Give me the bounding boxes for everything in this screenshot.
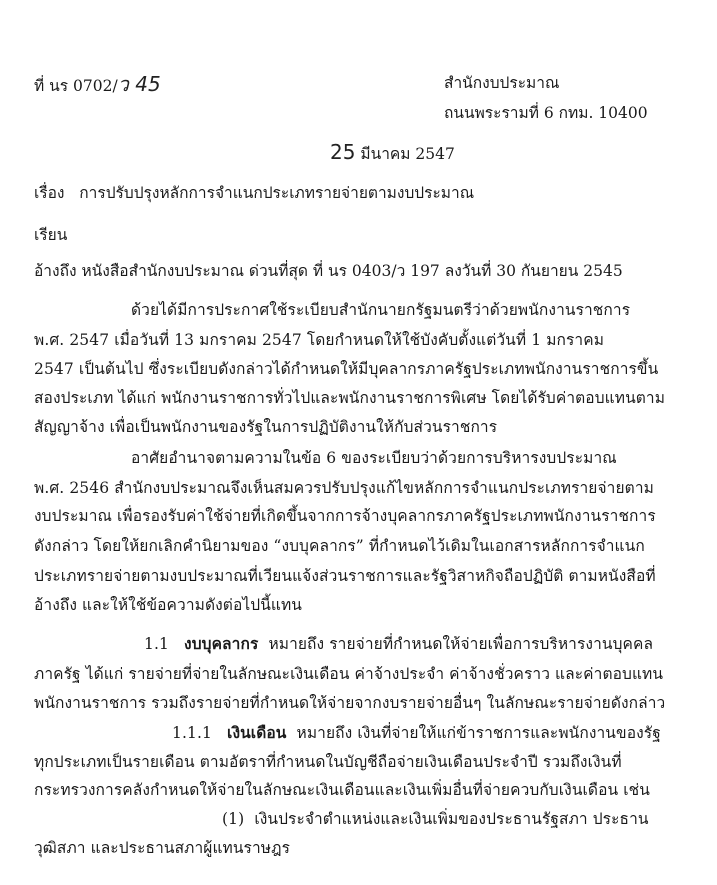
paragraph-line: งบประมาณ เพื่อรองรับค่าใช้จ่ายที่เกิดขึ้นจากการจ้างบุคลากรภาครัฐประเภทพนักงานราชการ — [34, 507, 656, 525]
salutation: เรียน — [34, 226, 68, 244]
subject-label: เรื่อง — [34, 184, 65, 202]
item-first-line — [222, 806, 684, 831]
section-number: 1.1 — [144, 635, 169, 653]
paragraph-line: พนักงานราชการ รวมถึงรายจ่ายที่กำหนดให้จ่ายจากงบรายจ่ายอื่นๆ ในลักษณะรายจ่ายดังกล่าว — [34, 694, 666, 712]
paragraph-line: อ้างถึง และให้ใช้ข้อความดังต่อไปนี้แทน — [34, 596, 302, 614]
section-term: งบบุคลากร — [184, 634, 259, 653]
subject-text: การปรับปรุงหลักการจำแนกประเภทรายจ่ายตามงบประมาณ — [79, 184, 475, 202]
reference-prefix: ที่ นร 0702/ — [34, 77, 118, 95]
reference-line: อ้างถึง หนังสือสำนักงบประมาณ ด่วนที่สุด ที่ นร 0403/ว 197 ลงวันที่ 30 กันยายน 2545 — [34, 262, 623, 280]
document-reference-number — [34, 68, 161, 100]
paragraph-line: ประเภทรายจ่ายตามงบประมาณที่เวียนแจ้งส่วนราชการและรัฐวิสาหกิจถือปฏิบัติ ตามหนังสือที่ — [34, 567, 656, 585]
paragraph-line: ทุกประเภทเป็นรายเดือน ตามอัตราที่กำหนดในบัญชีถือจ่ายเงินเดือนประจำปี รวมถึงเงินที่ — [34, 753, 622, 771]
section-definition: หมายถึง รายจ่ายที่กำหนดให้จ่ายเพื่อการบริหารงานบุคคล — [268, 635, 654, 653]
item-number: (1) — [222, 810, 245, 828]
paragraph-line: สองประเภท ได้แก่ พนักงานราชการทั่วไปและพนักงานราชการพิเศษ โดยได้รับค่าตอบแทนตาม — [34, 389, 666, 407]
office-address: ถนนพระรามที่ 6 กทม. 10400 — [444, 104, 648, 122]
paragraph-line: สัญญาจ้าง เพื่อเป็นพนักงานของรัฐในการปฏิบัติงานให้กับส่วนราชการ — [34, 418, 498, 436]
subject-line — [34, 180, 474, 205]
document-date — [330, 140, 455, 166]
date-month-year: มีนาคม 2547 — [360, 145, 455, 163]
section-term: เงินเดือน — [227, 723, 287, 742]
paragraph-line: อาศัยอำนาจตามความในข้อ 6 ของระเบียบว่าด้วยการบริหารงบประมาณ — [131, 449, 617, 467]
paragraph-line: พ.ศ. 2546 สำนักงบประมาณจึงเห็นสมควรปรับปรุงแก้ไขหลักการจำแนกประเภทรายจ่ายตาม — [34, 479, 654, 497]
office-name: สำนักงบประมาณ — [444, 74, 560, 92]
section-definition: หมายถึง เงินที่จ่ายให้แก่ข้าราชการและพนักงานของรัฐ — [296, 724, 661, 742]
handwritten-reference-number: ว 45 — [117, 72, 161, 96]
paragraph-line: วุฒิสภา และประธานสภาผู้แทนราษฎร — [34, 839, 291, 857]
item-text: เงินประจำตำแหน่งและเงินเพิ่มของประธานรัฐสภา ประธาน — [254, 810, 649, 828]
paragraph-line: 2547 เป็นต้นไป ซึ่งระเบียบดังกล่าวได้กำหนดให้มีบุคลากรภาครัฐประเภทพนักงานราชการขึ้น — [34, 360, 659, 378]
section-first-line — [172, 720, 684, 745]
handwritten-date-day: 25 — [330, 140, 356, 164]
paragraph-line: กระทรวงการคลังกำหนดให้จ่ายในลักษณะเงินเดือนและเงินเพิ่มอื่นที่จ่ายควบกับเงินเดือน เช่น — [34, 781, 650, 799]
section-first-line — [144, 631, 684, 656]
paragraph-line: ด้วยได้มีการประกาศใช้ระเบียบสำนักนายกรัฐมนตรีว่าด้วยพนักงานราชการ — [131, 301, 631, 319]
paragraph-line: พ.ศ. 2547 เมื่อวันที่ 13 มกราคม 2547 โดยกำหนดให้ใช้บังคับตั้งแต่วันที่ 1 มกราคม — [34, 331, 605, 349]
paragraph-line: ดังกล่าว โดยให้ยกเลิกคำนิยามของ “งบบุคลากร” ที่กำหนดไว้เดิมในเอกสารหลักการจำแนก — [34, 537, 645, 555]
paragraph-line: ภาครัฐ ได้แก่ รายจ่ายที่จ่ายในลักษณะเงินเดือน ค่าจ้างประจำ ค่าจ้างชั่วคราว และค่าตอบแทน — [34, 665, 664, 683]
section-number: 1.1.1 — [172, 724, 212, 742]
